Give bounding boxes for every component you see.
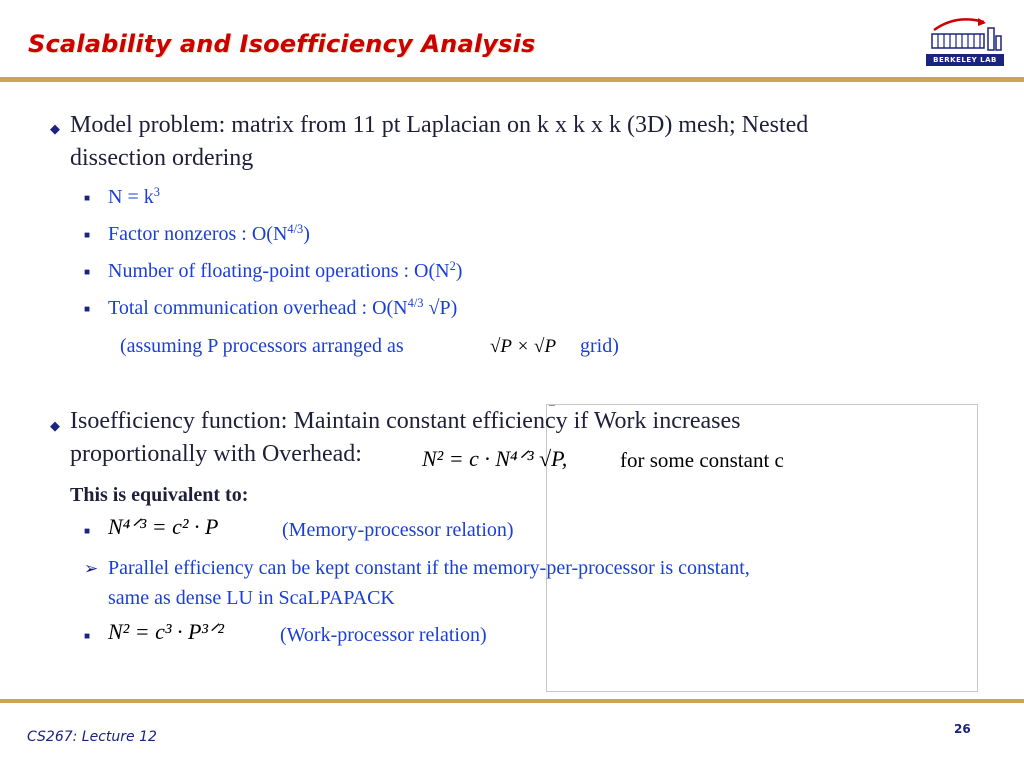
equivalent-heading: This is equivalent to: bbox=[70, 484, 249, 506]
sub-item-factor-nonzeros: Factor nonzeros : $O(N^{4/3})$ bbox=[108, 222, 310, 245]
assuming-grid-text: grid) bbox=[580, 335, 619, 357]
square-bullet-icon: ■ bbox=[84, 230, 91, 241]
isoefficiency-formula: N² = c · N⁴ᐟ³ √P, bbox=[422, 446, 568, 471]
bullet2-line2: proportionally with Overhead: bbox=[70, 441, 362, 467]
slide-title: Scalability and Isoefficiency Analysis bbox=[28, 30, 536, 58]
footer-course: CS267: Lecture 12 bbox=[27, 729, 157, 745]
footer-divider bbox=[0, 699, 1024, 703]
sqrt-grid-formula: √P × √P bbox=[490, 336, 557, 357]
square-bullet-icon: ■ bbox=[84, 631, 91, 642]
berkeley-lab-logo bbox=[926, 12, 1004, 70]
diamond-bullet-icon: ◆ bbox=[50, 121, 60, 136]
work-relation-label: (Work-processor relation) bbox=[280, 624, 487, 646]
sub-item-communication: Total communication overhead : $O(N^{4/3}$ √P) bbox=[108, 296, 458, 319]
lab-building-icon bbox=[926, 12, 1004, 54]
bullet1-line1: Model problem: matrix from 11 pt Laplacian on k x k x k (3D) mesh; Nested bbox=[70, 112, 809, 138]
square-bullet-icon: ■ bbox=[84, 267, 91, 278]
assuming-text: (assuming P processors arranged as bbox=[120, 335, 404, 357]
parallel-efficiency-line2: same as dense LU in ScaLPAPACK bbox=[108, 587, 395, 609]
title-divider bbox=[0, 77, 1024, 82]
square-bullet-icon: ■ bbox=[84, 526, 91, 537]
sub-item-n-equals: $N = k^3$ bbox=[108, 185, 160, 208]
arrow-bullet-icon: ➢ bbox=[84, 559, 99, 578]
page-number: 26 bbox=[954, 722, 971, 736]
isoefficiency-formula-tail: for some constant c bbox=[620, 448, 784, 472]
sub-item-flops: Number of floating-point operations : $O(N^2)$ bbox=[108, 259, 463, 282]
bullet1-line2: dissection ordering bbox=[70, 145, 254, 171]
diamond-bullet-icon: ◆ bbox=[50, 418, 60, 433]
square-bullet-icon: ■ bbox=[84, 193, 91, 204]
memory-relation-label: (Memory-processor relation) bbox=[282, 519, 514, 541]
parallel-efficiency-line1: Parallel efficiency can be kept constant if the memory-per-processor is constant, bbox=[108, 557, 750, 579]
logo-label: BERKELEY LAB bbox=[926, 54, 1004, 66]
work-formula: N² = c³ · P³ᐟ² bbox=[108, 619, 224, 644]
square-bullet-icon: ■ bbox=[84, 304, 91, 315]
memory-formula: N⁴ᐟ³ = c² · P bbox=[108, 514, 219, 539]
bullet2-line1: Isoefficiency function: Maintain constant efficiency if Work increases bbox=[70, 408, 741, 434]
